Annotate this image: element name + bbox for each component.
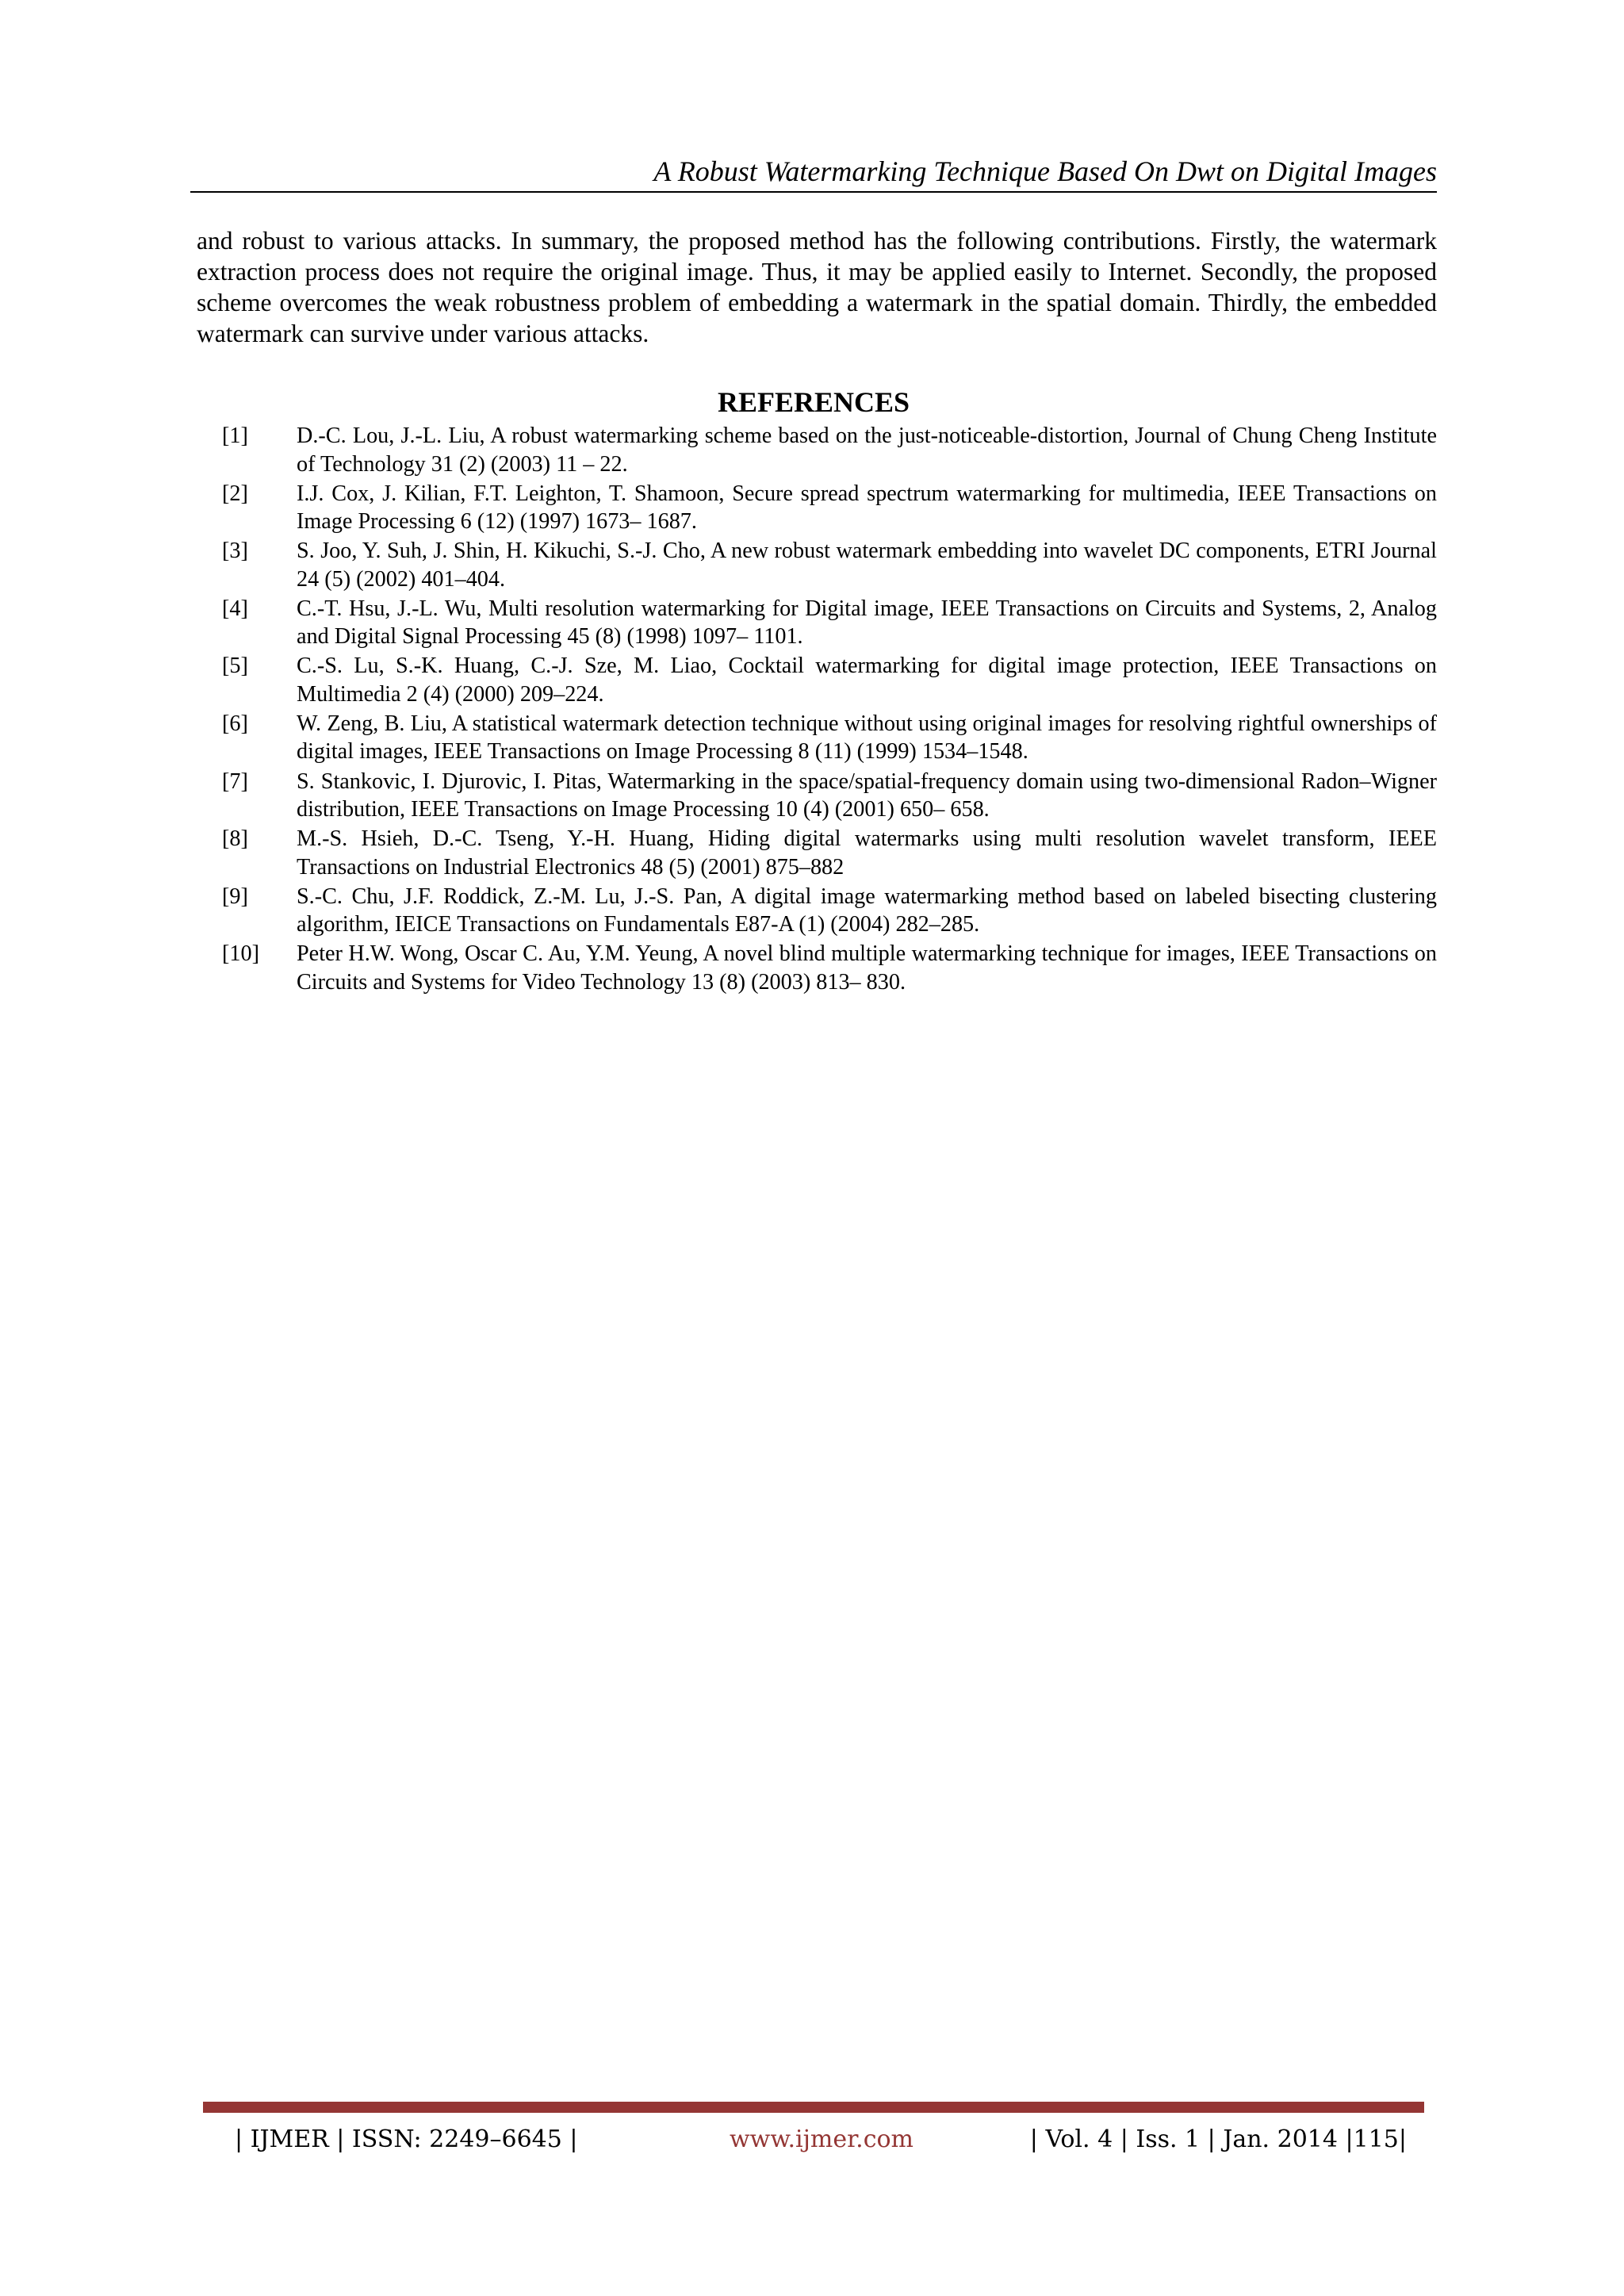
reference-number: [1]: [222, 424, 248, 448]
reference-number: [8]: [222, 826, 248, 852]
reference-text: D.-C. Lou, J.-L. Liu, A robust watermarking scheme based on the just-noticeable-distortion, Journal of Chung Cheng Institute of Technology 31 (2) (2003) 11 – 22.: [297, 424, 1437, 477]
reference-number: [4]: [222, 596, 248, 621]
reference-item: [222, 883, 1437, 939]
page-footer: [235, 2122, 1407, 2157]
footer-journal-issn: | IJMER | ISSN: 2249–6645 |: [235, 2125, 578, 2153]
reference-item: [222, 710, 1437, 766]
reference-text: S. Stankovic, I. Djurovic, I. Pitas, Watermarking in the space/spatial-frequency domain using two-dimensional Radon–Wigner distribution, IEEE Transactions on Image Processing 10 (4) (2001) 650– 658.: [297, 769, 1437, 822]
footer-website-link[interactable]: www.ijmer.com: [730, 2125, 914, 2153]
footer-rule: [203, 2102, 1424, 2113]
reference-item: [222, 940, 1437, 996]
reference-item: [222, 480, 1437, 536]
reference-number: [2]: [222, 481, 248, 506]
references-heading: REFERENCES: [717, 386, 910, 418]
running-header-title: A Robust Watermarking Technique Based On Dwt on Digital Images: [653, 155, 1437, 187]
reference-text: C.-T. Hsu, J.-L. Wu, Multi resolution watermarking for Digital image, IEEE Transactions on Circuits and Systems, 2, Analog and Digital Signal Processing 45 (8) (1998) 1097– 1101.: [297, 596, 1437, 650]
reference-text: I.J. Cox, J. Kilian, F.T. Leighton, T. Shamoon, Secure spread spectrum watermarking for multimedia, IEEE Transactions on Image Processing 6 (12) (1997) 1673– 1687.: [297, 481, 1437, 535]
reference-item: [222, 422, 1437, 478]
reference-text: S. Joo, Y. Suh, J. Shin, H. Kikuchi, S.-J. Cho, A new robust watermark embedding into wavelet DC components, ETRI Journal 24 (5) (2002) 401–404.: [297, 539, 1437, 592]
reference-item: [222, 768, 1437, 824]
reference-number: [10]: [222, 941, 259, 967]
references-list: [222, 422, 1437, 998]
reference-number: [7]: [222, 769, 248, 794]
reference-number: [6]: [222, 711, 248, 736]
reference-item: [222, 825, 1437, 881]
reference-text: Peter H.W. Wong, Oscar C. Au, Y.M. Yeung, A novel blind multiple watermarking technique for images, IEEE Transactions on Circuits and Systems for Video Technology 13 (8) (2003) 813– 830.: [297, 941, 1437, 995]
reference-text: M.-S. Hsieh, D.-C. Tseng, Y.-H. Huang, Hiding digital watermarks using multi resolution wavelet transform, IEEE Transactions on Industrial Electronics 48 (5) (2001) 875–882: [297, 826, 1437, 880]
reference-number: [5]: [222, 654, 248, 679]
header-rule: [190, 191, 1437, 193]
reference-number: [9]: [222, 884, 248, 909]
reference-number: [3]: [222, 539, 248, 564]
reference-text: W. Zeng, B. Liu, A statistical watermark detection technique without using original images for resolving rightful ownerships of digital images, IEEE Transactions on Image Processing 8 (11) (1999) 1534–1548.: [297, 711, 1437, 765]
reference-item: [222, 537, 1437, 593]
reference-item: [222, 595, 1437, 651]
body-paragraph: and robust to various attacks. In summary, the proposed method has the following contributions. Firstly, the watermark extraction process does not require the original image. Thus, it may be applied easily to Internet. Secondly, the proposed scheme overcomes the weak robustness problem of embedding a watermark in the spatial domain. Thirdly, the embedded watermark can survive under various attacks.: [197, 227, 1437, 347]
footer-volume-info: | Vol. 4 | Iss. 1 | Jan. 2014 |115|: [1029, 2125, 1407, 2153]
reference-text: C.-S. Lu, S.-K. Huang, C.-J. Sze, M. Liao, Cocktail watermarking for digital image protection, IEEE Transactions on Multimedia 2 (4) (2000) 209–224.: [297, 654, 1437, 707]
reference-text: S.-C. Chu, J.F. Roddick, Z.-M. Lu, J.-S. Pan, A digital image watermarking method based on labeled bisecting clustering algorithm, IEICE Transactions on Fundamentals E87-A (1) (2004) 282–285.: [297, 884, 1437, 937]
reference-item: [222, 652, 1437, 708]
